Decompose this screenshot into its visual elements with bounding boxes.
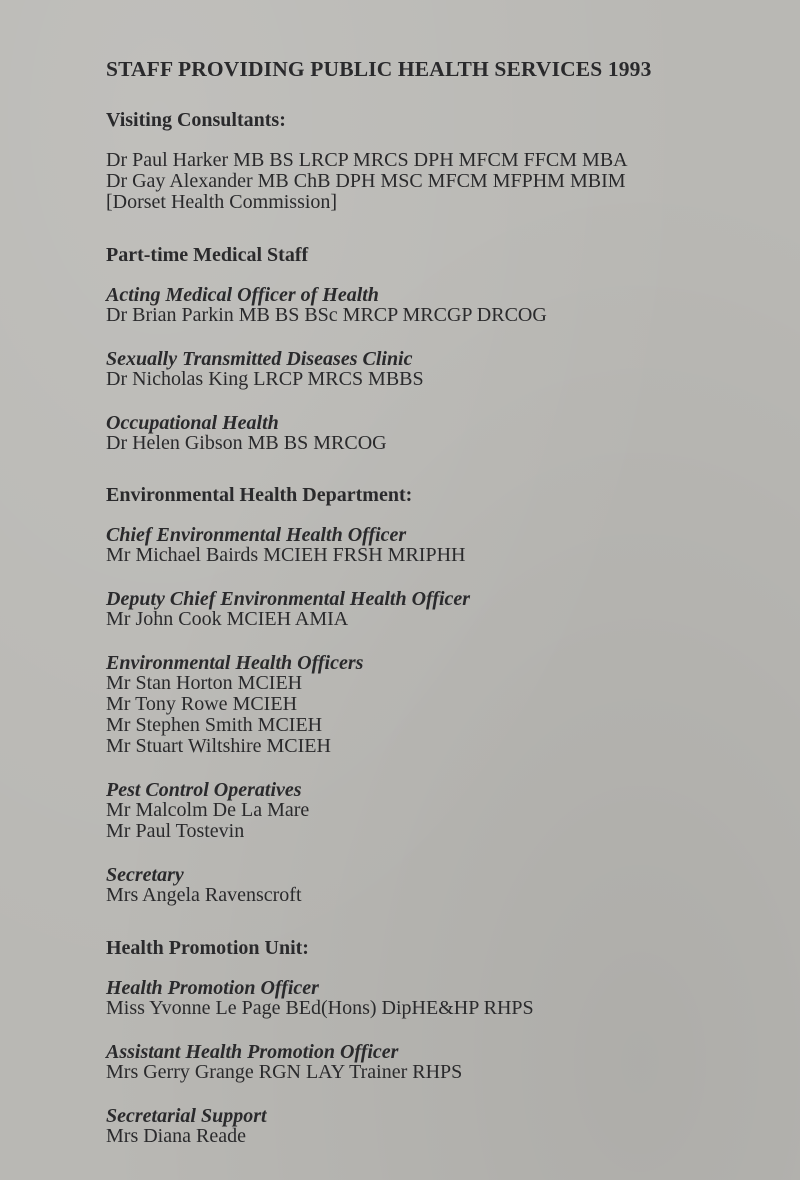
role-title: Secretary [106,864,184,886]
staff-name: Miss Yvonne Le Page BEd(Hons) DipHE&HP RHPS [106,997,534,1019]
staff-name: Mr Paul Tostevin [106,820,245,842]
environmental-health-section [106,484,786,906]
visiting-consultants-section [106,109,786,213]
staff-name: Mr John Cook MCIEH AMIA [106,608,349,630]
staff-name: Dr Brian Parkin MB BS BSc MRCP MRCGP DRCOG [106,304,547,326]
staff-name: Mrs Angela Ravenscroft [106,884,302,906]
health-promotion-section [106,937,786,1147]
staff-name: Dr Nicholas King LRCP MRCS MBBS [106,368,424,390]
role-group [106,865,786,906]
role-group [106,1042,786,1083]
role-group [106,653,786,757]
role-title: Health Promotion Officer [106,977,319,999]
role-group [106,525,786,566]
role-group [106,413,786,454]
staff-name: Mr Michael Bairds MCIEH FRSH MRIPHH [106,544,466,566]
role-group [106,978,786,1019]
part-time-medical-section [106,244,786,454]
role-group [106,285,786,326]
role-title: Sexually Transmitted Diseases Clinic [106,348,413,370]
role-title: Assistant Health Promotion Officer [106,1041,399,1063]
section-heading-promotion: Health Promotion Unit: [106,937,309,959]
staff-name: Mrs Diana Reade [106,1125,246,1147]
section-heading-visiting: Visiting Consultants: [106,109,286,131]
staff-name: Dr Helen Gibson MB BS MRCOG [106,432,387,454]
role-title: Pest Control Operatives [106,779,302,801]
role-title: Environmental Health Officers [106,652,364,674]
role-title: Chief Environmental Health Officer [106,524,407,546]
staff-name: Mrs Gerry Grange RGN LAY Trainer RHPS [106,1061,463,1083]
role-group [106,1106,786,1147]
staff-name: Mr Tony Rowe MCIEH [106,693,298,715]
role-title: Occupational Health [106,412,279,434]
visiting-consultants-list [106,150,786,213]
section-heading-environmental: Environmental Health Department: [106,484,413,506]
role-title: Secretarial Support [106,1105,267,1127]
role-title: Deputy Chief Environmental Health Officer [106,588,471,610]
staff-name: Mr Stephen Smith MCIEH [106,714,323,736]
section-heading-part-time: Part-time Medical Staff [106,244,309,266]
document-page [106,54,786,1147]
document-title: STAFF PROVIDING PUBLIC HEALTH SERVICES 1993 [106,57,652,81]
role-group [106,589,786,630]
consultant-line: Dr Paul Harker MB BS LRCP MRCS DPH MFCM FFCM MBA [106,149,628,171]
role-group [106,349,786,390]
role-title: Acting Medical Officer of Health [106,284,379,306]
consultant-line: Dr Gay Alexander MB ChB DPH MSC MFCM MFPHM MBIM [106,170,626,192]
staff-name: Mr Stan Horton MCIEH [106,672,303,694]
staff-name: Mr Malcolm De La Mare [106,799,310,821]
role-group [106,780,786,842]
consultant-affiliation: [Dorset Health Commission] [106,191,338,213]
staff-name: Mr Stuart Wiltshire MCIEH [106,735,331,757]
